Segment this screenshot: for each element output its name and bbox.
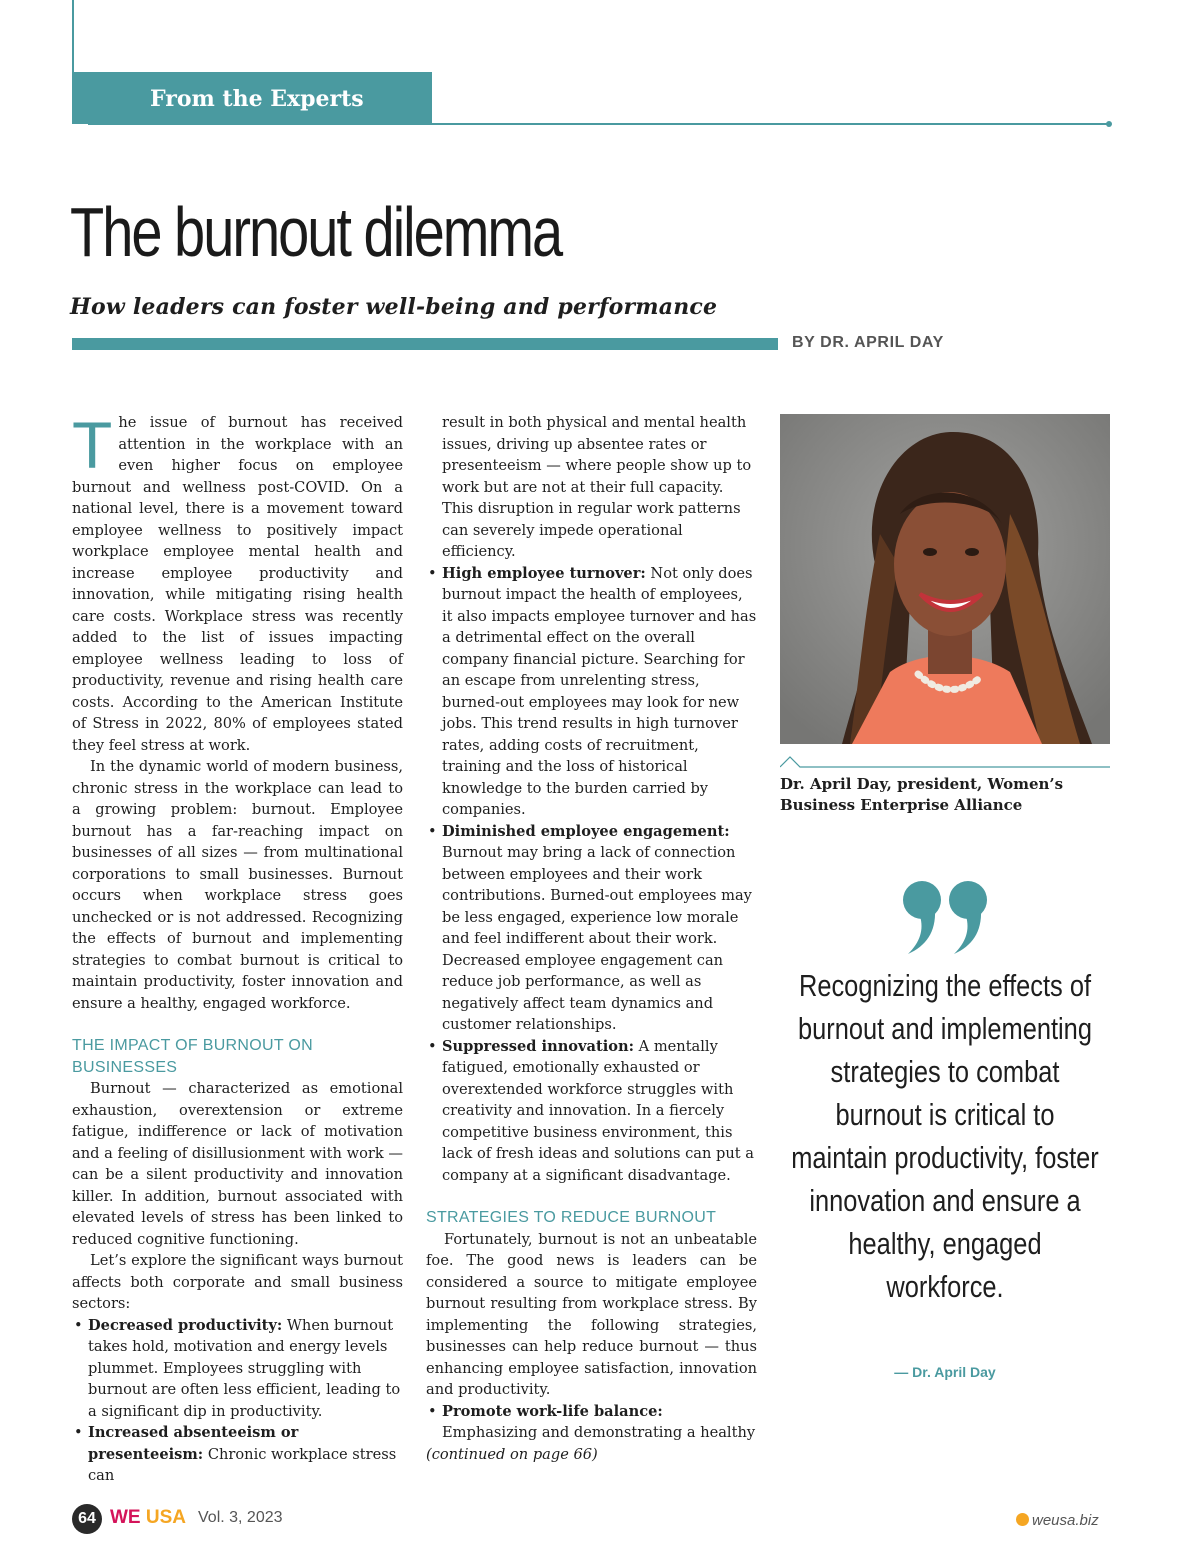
list-item bbox=[72, 1422, 403, 1487]
byline: BY DR. APRIL DAY bbox=[792, 334, 944, 351]
section-tab: From the Experts bbox=[72, 72, 432, 124]
header-rule-vertical bbox=[72, 0, 74, 74]
bullet-icon: • bbox=[428, 1037, 437, 1055]
list-item bbox=[426, 1036, 757, 1187]
bullet-text: Chronic workplace stress can bbox=[88, 1445, 397, 1484]
bullet-term: Increased absenteeism or presenteeism: bbox=[88, 1424, 299, 1463]
article-subtitle: How leaders can foster well-being and performance bbox=[70, 294, 718, 320]
bullet-list bbox=[426, 563, 757, 1187]
globe-icon bbox=[1016, 1513, 1029, 1526]
continued-bullet-text: result in both physical and mental health issues, driving up absentee rates or presenteeism — where people show up to work but are not at their full capacity. This disruption in regular work patterns can severely impede operational efficiency. bbox=[442, 414, 752, 560]
bullet-term: High employee turnover: bbox=[442, 564, 646, 582]
intro-paragraph bbox=[72, 408, 403, 756]
issue-label: Vol. 3, 2023 bbox=[198, 1509, 283, 1526]
bullet-term: Suppressed innovation: bbox=[442, 1037, 634, 1055]
photo-caption: Dr. April Day, president, Women’s Business Enterprise Alliance bbox=[780, 775, 1064, 814]
quote-mark-icon bbox=[898, 876, 994, 956]
list-item bbox=[426, 821, 757, 1036]
brand-we: WE bbox=[110, 1507, 141, 1528]
body-paragraph: Let’s explore the significant ways burnout affects both corporate and small business sectors: bbox=[72, 1252, 403, 1312]
bullet-icon: • bbox=[74, 1424, 83, 1441]
article-column-2 bbox=[426, 412, 757, 1465]
brand-logo bbox=[110, 1507, 186, 1529]
byline-bar bbox=[72, 338, 778, 350]
intro-text: he issue of burnout has received attention in the workplace with an even higher focus on employee burnout and wellness post-COVID. On a national level, there is a movement toward employee wellness to positively impact workplace employee mental health and increase employee productivity and innovation, while mitigating rising health care costs. Workplace stress was recently added to the list of issues impacting employee wellness leading to loss of productivity, revenue and rising health care costs. According to the American Institute of Stress in 2022, 80% of employees stated they feel stress at work. bbox=[72, 414, 403, 754]
section-heading-strategies: STRATEGIES TO REDUCE BURNOUT bbox=[426, 1209, 717, 1226]
pull-quote-attribution: — Dr. April Day bbox=[894, 1364, 996, 1380]
bullet-text: Burnout may bring a lack of connection between employees and their work contributions. Burned-out employees may be less engaged, experience low morale and feel indifferent about their work. Decreased employee engagement can reduce job performance, as well as negatively affect team dynamics and customer relationships. bbox=[442, 844, 752, 1033]
caption-rule bbox=[780, 752, 1110, 770]
header-rule-endpoint bbox=[1106, 121, 1112, 127]
website-link[interactable] bbox=[1016, 1512, 1099, 1529]
bullet-icon: • bbox=[428, 1402, 437, 1420]
bullet-text: Not only does burnout impact the health of employees, it also impacts employee turnover and has a detrimental effect on the overall company financial picture. Searching for an escape from unrelenting stress, burned-out employees may look for new jobs. This trend results in high turnover rates, adding costs of recruitment, training and the loss of historical knowledge to the burden carried by companies. bbox=[442, 564, 757, 818]
author-photo bbox=[780, 414, 1110, 744]
bullet-icon: • bbox=[428, 822, 437, 840]
continued-note: (continued on page 66) bbox=[426, 1445, 598, 1463]
article-title: The burnout dilemma bbox=[70, 193, 562, 271]
pull-quote-text: Recognizing the effects of burnout and implementing strategies to combat burnout is critical to maintain productivity, foster innovation and ensure a healthy, engaged workforce. bbox=[791, 968, 1099, 1304]
bullet-list bbox=[426, 1401, 757, 1444]
bullet-icon: • bbox=[74, 1316, 83, 1334]
bullet-term: Promote work-life balance: bbox=[442, 1402, 663, 1420]
drop-cap: T bbox=[72, 408, 113, 482]
bullet-term: Diminished employee engagement: bbox=[442, 822, 730, 840]
list-item bbox=[72, 1315, 403, 1423]
bullet-text: When burnout takes hold, motivation and energy levels plummet. Employees struggling with burnout are often less efficient, leading to a significant dip in productivity. bbox=[88, 1316, 401, 1420]
list-item bbox=[426, 563, 757, 821]
article-column-1 bbox=[72, 408, 403, 1487]
section-heading-impact: THE IMPACT OF BURNOUT ON BUSINESSES bbox=[72, 1037, 313, 1076]
bullet-text: Emphasizing and demonstrating a healthy bbox=[442, 1424, 756, 1441]
body-paragraph: Burnout — characterized as emotional exhaustion, overextension or extreme fatigue, indifference or lack of motivation and a feeling of disillusionment with work — can be a silent productivity and innovation killer. In addition, burnout associated with elevated levels of stress has been linked to reduced cognitive functioning. bbox=[72, 1080, 403, 1248]
header-rule bbox=[88, 123, 1110, 125]
bullet-term: Decreased productivity: bbox=[88, 1316, 283, 1334]
page-number: 64 bbox=[72, 1504, 102, 1534]
body-paragraph: Fortunately, burnout is not an unbeatable foe. The good news is leaders can be considered a source to mitigate employee burnout resulting from workplace stress. By implementing the following strategies, businesses can help reduce burnout — thus enhancing employee satisfaction, innovation and productivity. bbox=[426, 1230, 757, 1398]
author-portrait-illustration bbox=[780, 414, 1110, 744]
bullet-text: A mentally fatigued, emotionally exhausted or overextended workforce struggles with creativity and innovation. In a fiercely competitive business environment, this lack of fresh ideas and solutions can put a company at a significant disadvantage. bbox=[442, 1037, 754, 1184]
website-text: weusa.biz bbox=[1032, 1512, 1099, 1529]
bullet-icon: • bbox=[428, 564, 437, 582]
pull-quote bbox=[790, 964, 1100, 1308]
body-paragraph: In the dynamic world of modern business, chronic stress in the workplace can lead to a growing problem: burnout. Employee burnout has a far-reaching impact on businesses of all sizes — from multinational corporations to small businesses. Burnout occurs when workplace stress goes unchecked or is not addressed. Recognizing the effects of burnout and implementing strategies to combat burnout is critical to maintain productivity, foster innovation and ensure a healthy, engaged workforce. bbox=[72, 758, 403, 1012]
list-item bbox=[426, 1401, 757, 1444]
bullet-list bbox=[72, 1315, 403, 1487]
brand-usa: USA bbox=[145, 1507, 187, 1528]
